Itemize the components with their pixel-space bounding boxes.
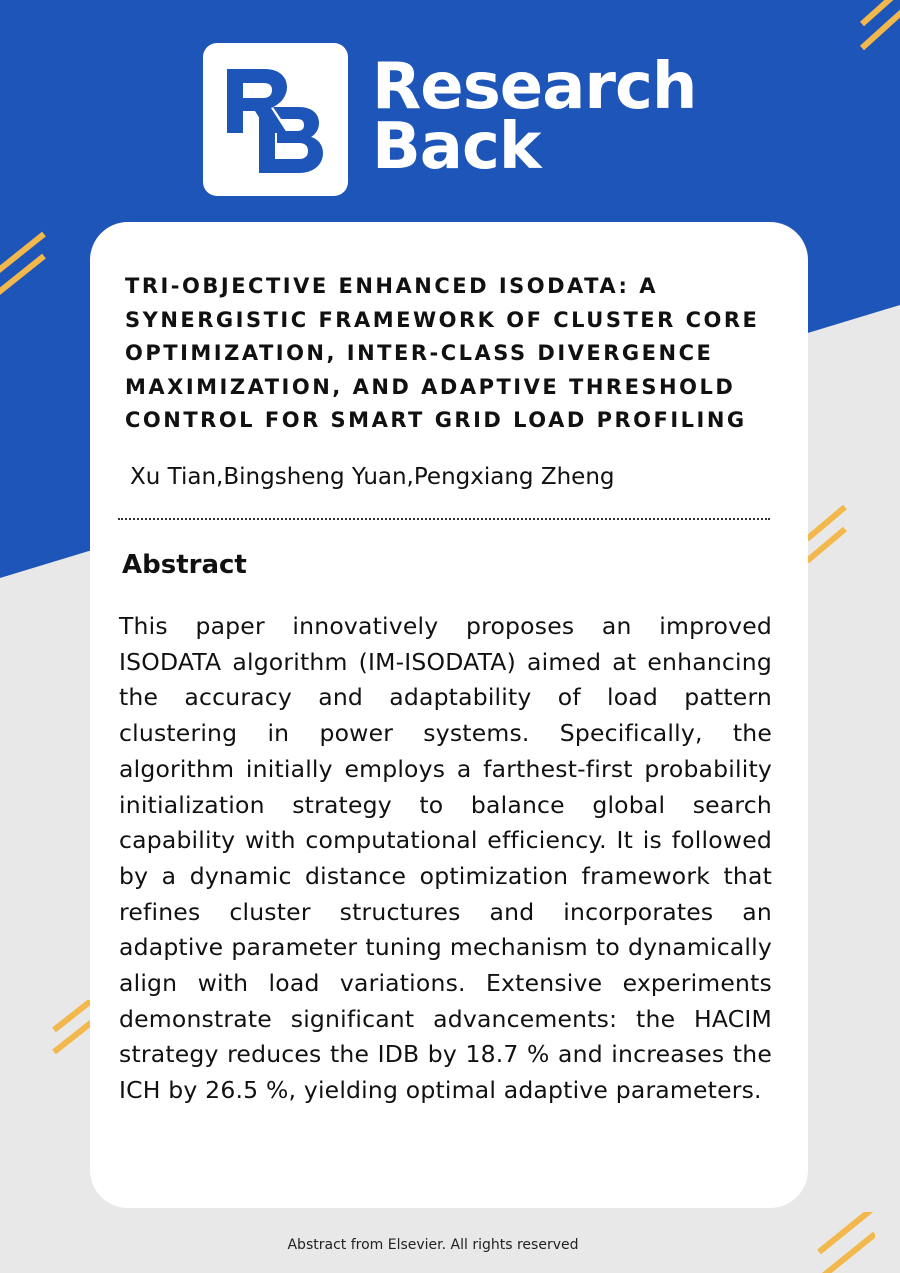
paper-title: TRI-OBJECTIVE ENHANCED ISODATA: A SYNERGISTIC FRAMEWORK OF CLUSTER CORE OPTIMIZATION, INTER-CLASS DIVERGENCE MAXIMIZATION, AND ADAPTIVE THRESHOLD CONTROL FOR SMART GRID LOAD PROFILING [125, 274, 760, 432]
paper-authors: Xu Tian,Bingsheng Yuan,Pengxiang Zheng [130, 464, 615, 490]
dotted-divider [118, 518, 770, 520]
accent-stripes-left-upper [0, 230, 50, 300]
brand-wordmark [372, 50, 697, 184]
brand-line-1: Research [372, 50, 697, 124]
brand-line-2: Back [372, 110, 541, 184]
rb-monogram-icon [221, 61, 331, 179]
abstract-heading: Abstract [122, 550, 247, 580]
abstract-text: This paper innovatively proposes an improved ISODATA algorithm (IM-ISODATA) aimed at enhancing the accuracy and adaptability of load pattern clustering in power systems. Specifically, the algorithm initially employs a farthest-first probability initialization strategy to balance global search capability with computational efficiency. It is followed by a dynamic distance optimization framework that refines cluster structures and incorporates an adaptive parameter tuning mechanism to dynamically align with load variations. Extensive experiments demonstrate significant advancements: the HACIM strategy reduces the IDB by 18.7 % and increases the ICH by 26.5 %, yielding optimal adaptive parameters. [119, 612, 772, 1105]
logo-mark [203, 43, 348, 196]
abstract-card [90, 222, 808, 1208]
copyright-footer: Abstract from Elsevier. All rights reserved [287, 1237, 579, 1253]
accent-stripes-right-middle [805, 505, 850, 565]
accent-stripes-top-right [852, 0, 900, 56]
